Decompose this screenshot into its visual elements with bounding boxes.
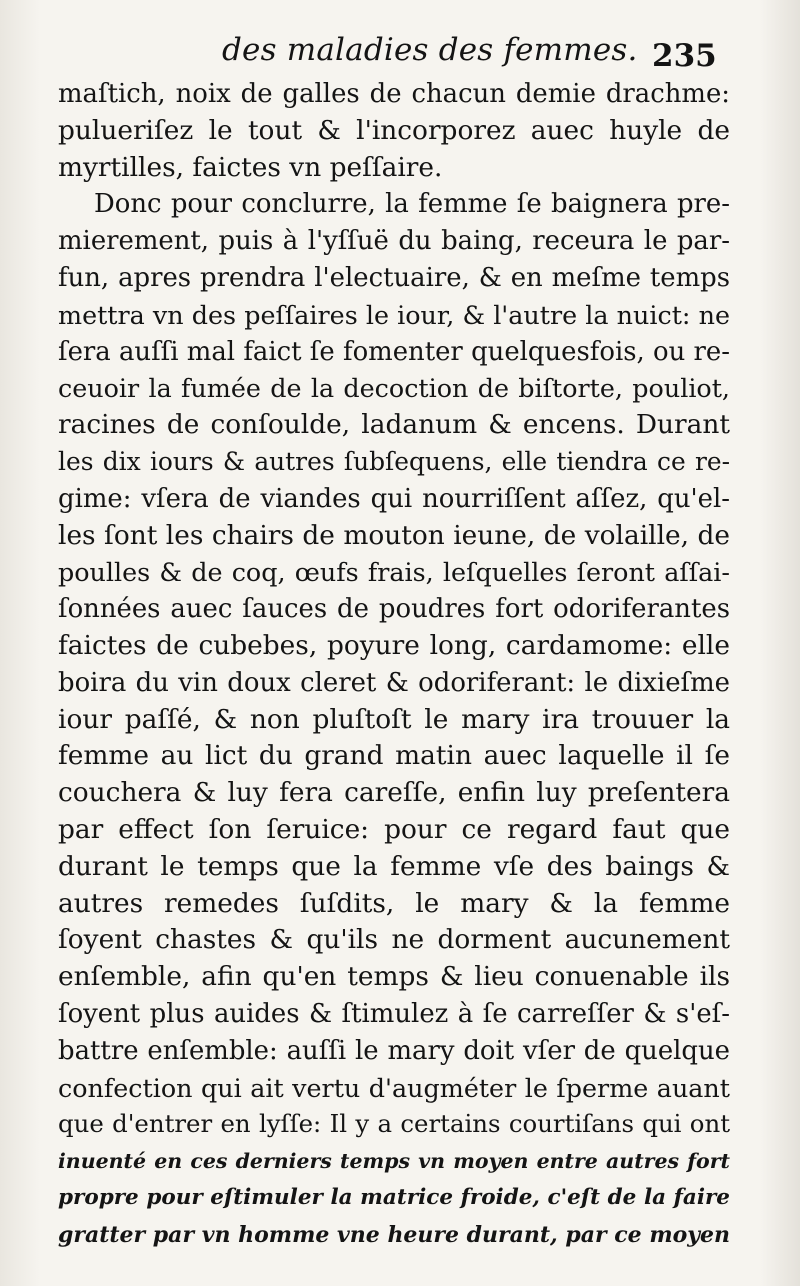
text-line: boira du vin doux cleret & odoriferant: le dixieſme <box>58 667 730 698</box>
text-line: les dix iours & autres ſubſequens, elle tiendra ce re- <box>58 446 730 476</box>
text-line: les ſont les chairs de mouton ieune, de volaille, de <box>58 519 730 551</box>
text-line: pulueriſez le tout & l'incorporez auec huyle de <box>58 114 730 146</box>
text-line-italic: gratter par vn homme vne heure durant, par ce moyen <box>58 1221 731 1248</box>
page-header <box>0 30 800 74</box>
text-line: ceuoir la fumée de la decoction de biſtorte, pouliot, <box>58 373 730 404</box>
running-head: des maladies des femmes. <box>222 32 638 68</box>
text-line: autres remedes ſuſdits, le mary & la femme <box>58 887 730 919</box>
text-line: ſoyent plus auides & ſtimulez à ſe carreſſer & s'eſ- <box>58 998 730 1029</box>
text-line: poulles & de coq, œufs frais, leſquelles ſeront aſſai- <box>58 557 730 588</box>
page-number: 235 <box>652 38 717 74</box>
text-line: durant le temps que la femme vſe des baings & <box>58 850 730 882</box>
text-line: couchera & luy fera careſſe, enfin luy preſentera <box>58 777 730 809</box>
text-line: enſemble, afin qu'en temps & lieu conuenable ils <box>58 961 730 993</box>
text-line: gime: vſera de viandes qui nourriſſent aſſez, qu'el- <box>58 483 730 514</box>
text-line: maſtich, noix de galles de chacun demie drachme: <box>58 79 730 109</box>
text-line-italic: propre pour eſtimuler la matrice froide, c'eſt de la faire <box>58 1184 730 1210</box>
text-line: que d'entrer en lyſſe: Il y a certains courtiſans qui ont <box>58 1109 730 1139</box>
text-line: Donc pour conclurre, la femme ſe baignera pre- <box>94 189 730 220</box>
text-line: ſonnées auec ſauces de poudres fort odoriferantes <box>58 594 730 625</box>
text-line: battre enſemble: auſſi le mary doit vſer de quelque <box>58 1035 730 1066</box>
text-line: faictes de cubebes, poyure long, cardamome: elle <box>58 629 730 661</box>
text-line-italic: inuenté en ces derniers temps vn moyen entre autres fort <box>58 1149 730 1174</box>
body-text <box>58 76 730 1254</box>
text-line: confection qui ait vertu d'augméter le ſperme auant <box>58 1072 730 1103</box>
text-line: par effect ſon ſeruice: pour ce regard faut que <box>58 813 730 845</box>
text-line: mettra vn des peſſaires le iour, & l'autre la nuict: ne <box>58 299 730 330</box>
text-line: racines de conſoulde, ladanum & encens. Durant <box>58 409 730 441</box>
text-line: mierement, puis à l'yſſuë du baing, receura le par- <box>58 226 730 257</box>
text-line: myrtilles, faictes vn peſſaire. <box>58 151 443 183</box>
text-line: femme au lict du grand matin auec laquelle il ſe <box>58 740 730 772</box>
text-line: fun, apres prendra l'electuaire, & en meſme temps <box>58 262 730 293</box>
text-line: ſoyent chastes & qu'ils ne dorment aucunement <box>58 924 730 956</box>
text-line: iour paſſé, & non pluſtoſt le mary ira trouuer la <box>58 703 730 735</box>
text-line: ſera auſſi mal faict ſe fomenter quelquesfois, ou re- <box>58 336 730 367</box>
